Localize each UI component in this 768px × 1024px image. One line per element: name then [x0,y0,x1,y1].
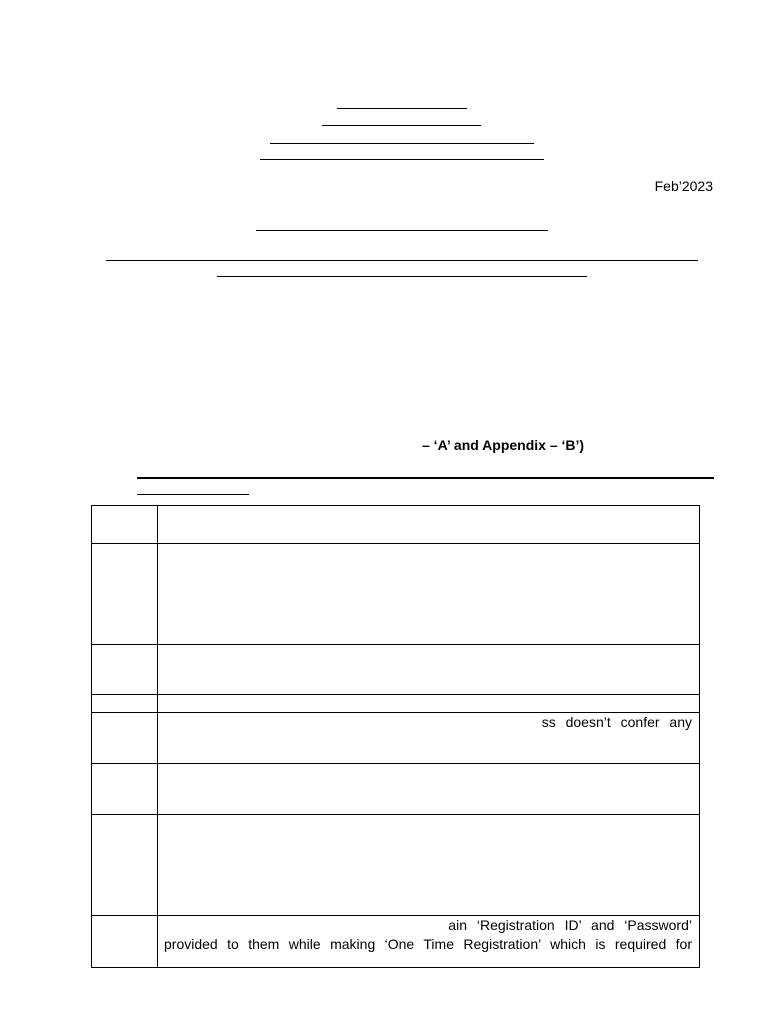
section-underline-1 [137,477,714,479]
section-underline-2 [137,494,249,495]
table-row [92,916,700,968]
row-text-line: ain ‘Registration ID’ and ‘Password’ [448,917,692,933]
row-content [158,544,700,645]
row-number [92,764,158,815]
row-text-line: provided to them while making ‘One Time Registration’ which is required for [164,936,692,952]
row-number [92,713,158,764]
row-number [92,695,158,713]
title-line-4 [260,159,544,160]
title-line-2 [322,125,481,126]
row-number [92,506,158,544]
row-content [158,764,700,815]
instructions-table [91,505,700,968]
row-number [92,916,158,968]
row-content [158,506,700,544]
row-content [158,695,700,713]
subject-underline-2 [217,276,587,277]
row-content [158,815,700,916]
row-content [158,916,700,968]
notice-date: Feb’2023 [654,178,713,194]
table-row [92,815,700,916]
row-number [92,815,158,916]
row-number [92,645,158,695]
subject-line [256,230,548,231]
table-row [92,764,700,815]
row-number [92,544,158,645]
table-row [92,645,700,695]
appendix-heading: – ‘A’ and Appendix – ‘B’) [422,437,585,453]
table-row [92,506,700,544]
title-line-3 [270,143,534,144]
title-line-1 [337,108,467,109]
subject-underline-1 [106,260,698,261]
table-row [92,695,700,713]
row-text-line: ss doesn’t confer any [541,714,692,730]
table-row [92,713,700,764]
row-content [158,645,700,695]
row-content [158,713,700,764]
table-row [92,544,700,645]
